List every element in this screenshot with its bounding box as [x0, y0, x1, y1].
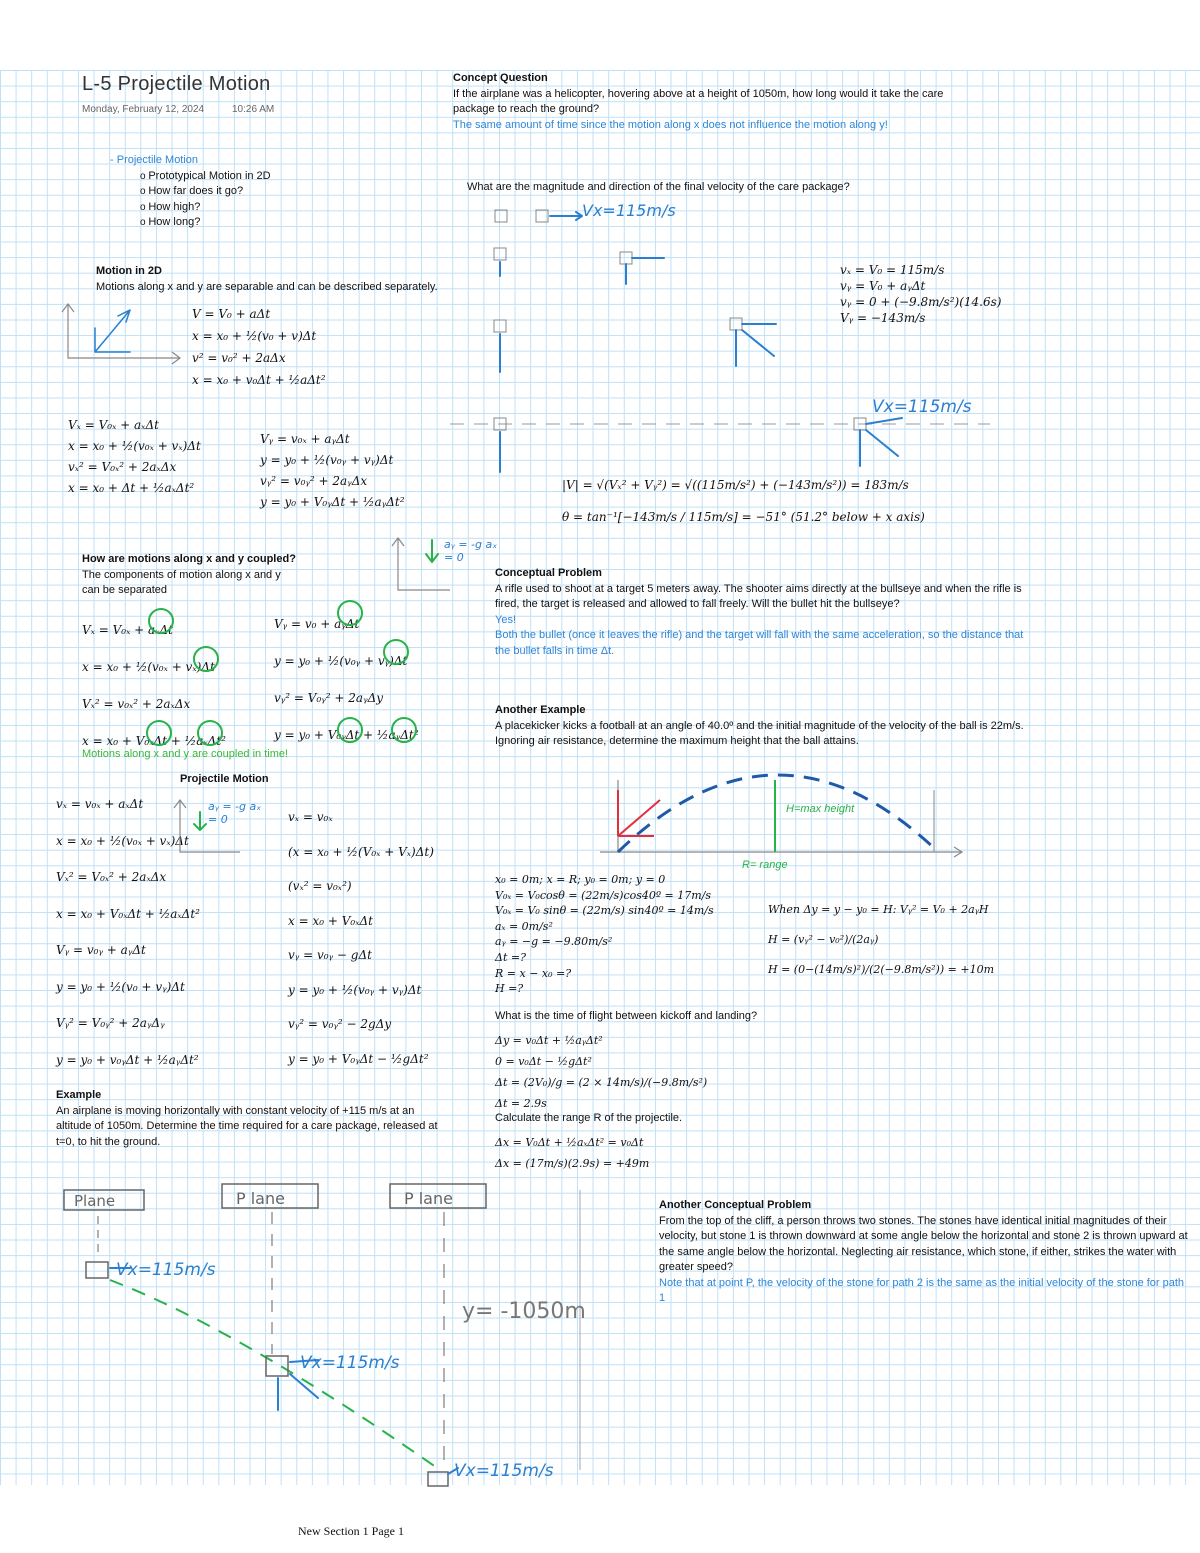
equation: aᵧ = −g = −9.80m/s² [495, 935, 613, 949]
coupled-text: The components of motion along x and y [82, 568, 281, 581]
equation: H = (0−(14m/s)²)/(2(−9.8m/s²)) = +10m [768, 963, 994, 976]
projectile-axis-label: aᵧ = -g aₓ = 0 [208, 800, 262, 826]
equation: vᵧ = v₀ᵧ − gΔt [288, 948, 372, 962]
axes-sketch [62, 304, 180, 364]
concept-answer: The same amount of time since the motion along x does not influence the motion along y! [453, 118, 888, 131]
outline-item: o Prototypical Motion in 2D [140, 169, 271, 185]
svg-text:Vx=115m/s: Vx=115m/s [872, 397, 972, 417]
page-footer: New Section 1 Page 1 [298, 1524, 404, 1538]
equation: Vᵧ = v₀ + aᵧΔt [274, 617, 360, 631]
equation: Vₓ² = v₀ₓ² + 2aₓΔx [82, 697, 191, 711]
equation: Vᵧ = v₀ᵧ + aᵧΔt [56, 943, 146, 957]
another-heading: Another Example [495, 704, 586, 716]
equation: x = x₀ + V₀ₓΔt [288, 913, 373, 928]
equation: y = y₀ + ½(v₀ᵧ + vᵧ)Δt [288, 982, 422, 997]
axes-sketch [174, 800, 240, 852]
equation: x = x₀ + ½(v₀ₓ + vₓ)Δt [56, 833, 189, 848]
equation: vₓ = v₀ₓ [288, 810, 333, 824]
example-heading: Example [56, 1089, 102, 1101]
vx-label: Vx=115m/s [582, 201, 676, 220]
projectile-heading: Projectile Motion [180, 773, 269, 785]
flight-question: What is the time of flight between kickoff and landing? [495, 1010, 758, 1022]
equation: 0 = v₀Δt − ½gΔt² [495, 1055, 592, 1068]
conceptual-explanation: Both the bullet (once it leaves the rifle) and the target will fall with the same acceleration, so the distance that the bullet falls in time Δt. [495, 629, 1024, 657]
equation: (x = x₀ + ½(V₀ₓ + Vₓ)Δt) [288, 844, 434, 859]
equation: V = V₀ + aΔt [192, 307, 271, 321]
another-conceptual-text: From the top of the cliff, a person throws two stones. The stones have identical initial magnitudes of their velocity, but stone 1 is thrown downward at some angle below the horizontal and stone 2 is thrown upward at the same angle below the horizontal. Neglecting air resistance, which stone, if either, strikes the water with greater speed? [659, 1214, 1188, 1273]
equation: x₀ = 0m; x = R; y₀ = 0m; y = 0 [495, 873, 666, 886]
conceptual-heading: Conceptual Problem [495, 567, 602, 579]
trajectory-sketch [600, 775, 962, 871]
equation: y = y₀ + v₀ᵧΔt + ½aᵧΔt² [56, 1052, 199, 1067]
equation: vᵧ² = V₀ᵧ² + 2aᵧΔy [274, 691, 384, 705]
plane-label: Plane [74, 1192, 116, 1210]
page-date: Monday, February 12, 2024 [82, 104, 205, 115]
coupled-axis-label: aᵧ = -g aₓ = 0 [444, 538, 498, 564]
equation: x = x₀ + ½(v₀ₓ + vₓ)Δt [68, 439, 201, 453]
highlight-circles [147, 601, 416, 745]
motion2d-text: Motions along x and y are separable and can be described separately. [96, 280, 438, 293]
coupled-heading: How are motions along x and y coupled? [82, 553, 296, 565]
equation: Δx = (17m/s)(2.9s) = +49m [495, 1157, 650, 1170]
motion2d-heading: Motion in 2D [96, 265, 162, 277]
another-conceptual-note: Note that at point P, the velocity of the stone for path 2 is the same as the initial velocity of the stone for path 1 [659, 1276, 1185, 1304]
coupled-note: Motions along x and y are coupled in time! [82, 748, 289, 760]
equation: H =? [495, 982, 524, 996]
equation: Vᵧ = −143m/s [840, 311, 926, 325]
equation: Δt = 2.9s [495, 1097, 547, 1110]
equation: vₓ = V₀ = 115m/s [840, 263, 945, 277]
page-title: L-5 Projectile Motion [82, 73, 271, 95]
another-conceptual-heading: Another Conceptual Problem [659, 1199, 812, 1211]
equation: vᵧ = 0 + (−9.8m/s²)(14.6s) [840, 295, 1002, 309]
equation: x = x₀ + V₀ₓΔt + ½aₓΔt² [82, 734, 226, 748]
equation: vₓ² = V₀ₓ² + 2aₓΔx [68, 460, 177, 474]
outline-item: o How far does it go? [140, 184, 271, 200]
outline-heading: Projectile Motion [116, 154, 199, 166]
equation: vᵧ = V₀ + aᵧΔt [840, 279, 926, 293]
equation: Vₓ = V₀ₓ + aₓΔt [82, 623, 173, 637]
equation: Δy = v₀Δt + ½aᵧΔt² [495, 1034, 603, 1047]
equation: x = x₀ + ½(v₀ + v)Δt [192, 329, 317, 343]
vx-label: Vx=115m/s [116, 1260, 216, 1280]
equation: H = (vᵧ² − v₀²)/(2aᵧ) [768, 933, 879, 946]
plane-label: P lane [236, 1189, 285, 1208]
equation: Vₓ = V₀ₓ + aₓΔt [68, 418, 159, 432]
equation: Δx = V₀Δt + ½aₓΔt² = v₀Δt [495, 1136, 644, 1149]
svg-text:Vx=115m/s: Vx=115m/s [300, 1353, 400, 1373]
concept-heading: Concept Question [453, 72, 548, 84]
axes-sketch [392, 538, 450, 590]
conceptual-question: A rifle used to shoot at a target 5 meters away. The shooter aims directly at the bullseye and when the rifle is fired, the target is released and allowed to fall freely. Will the bullet hit the bullseye? [495, 582, 1022, 610]
concept-question: If the airplane was a helicopter, hovering above at a height of 1050m, how long would it take the care package to reach the ground? [453, 87, 944, 115]
angle-equation: θ = tan⁻¹[−143m/s / 115m/s] = −51° (51.2° below + x axis) [562, 510, 925, 524]
max-height-label: H=max height [786, 803, 855, 815]
equation: y = y₀ + ½(v₀ᵧ + vᵧ)Δt [260, 453, 394, 467]
equation: y = y₀ + V₀ᵧΔt + ½aᵧΔt² [274, 728, 419, 742]
example-text: An airplane is moving horizontally with constant velocity of +115 m/s at an altitude of 1050m. Determine the time required for a care package, released at t=0, to hit the ground. [56, 1104, 438, 1148]
equation: Δt =? [495, 950, 526, 964]
outline-item: o How long? [140, 215, 271, 231]
equation: Vᵧ² = V₀ᵧ² + 2aᵧΔᵧ [56, 1016, 165, 1030]
equation: Δt = (2V₀)/g = (2 × 14m/s)/(−9.8m/s²) [495, 1076, 708, 1089]
magnitude-equation: |V| = √(Vₓ² + Vᵧ²) = √((115m/s²) + (−143m/s²)) = 183m/s [562, 478, 909, 492]
equation: V₀ₓ = V₀cosθ = (22m/s)cos40º = 17m/s [495, 888, 712, 902]
equation: aₓ = 0m/s² [495, 919, 553, 933]
page-time: 10:26 AM [232, 104, 275, 115]
svg-text:Vx=115m/s: Vx=115m/s [454, 1461, 554, 1481]
equation: When Δy = y − y₀ = H: Vᵧ² = V₀ + 2aᵧH [768, 903, 989, 916]
equation: Vₓ² = V₀ₓ² + 2aₓΔx [56, 870, 167, 884]
equation: x = x₀ + V₀ₓΔt + ½aₓΔt² [56, 906, 200, 921]
equation: v² = v₀² + 2aΔx [192, 351, 286, 365]
equation: x = x₀ + Δt + ½aₓΔt² [68, 481, 195, 495]
equation: (vₓ² = v₀ₓ²) [288, 879, 352, 893]
airplane-sketch [64, 1184, 586, 1486]
equation: V₀ₓ = V₀ sinθ = (22m/s) sin40º = 14m/s [495, 904, 714, 918]
equation: y = y₀ + V₀ᵧΔt − ½gΔt² [288, 1051, 429, 1066]
range-question: Calculate the range R of the projectile. [495, 1112, 683, 1124]
equation: x = x₀ + v₀Δt + ½aΔt² [192, 373, 326, 387]
range-label: R= range [742, 859, 788, 871]
plane-label: P lane [404, 1189, 453, 1208]
altitude-label: y= -1050m [462, 1299, 586, 1324]
conceptual-answer: Yes! [495, 613, 517, 626]
equation: y = y₀ + ½(v₀ + vᵧ)Δt [56, 979, 185, 994]
concept-final-question: What are the magnitude and direction of the final velocity of the care package? [467, 181, 850, 193]
equation: R = x − x₀ =? [495, 966, 572, 980]
equation: y = y₀ + V₀ᵧΔt + ½aᵧΔt² [260, 495, 405, 509]
another-text: A placekicker kicks a football at an angle of 40.0º and the initial magnitude of the velocity of the ball is 22m/s. Ignoring air resistance, determine the maximum height that the ball attains. [495, 719, 1024, 747]
velocity-sketch [450, 201, 990, 472]
equation: y = y₀ + ½(v₀ᵧ + vᵧ)Δt [274, 654, 408, 668]
equation: vᵧ² = v₀ᵧ² − 2gΔy [288, 1017, 392, 1031]
equation: x = x₀ + ½(v₀ₓ + vₓ)Δt [82, 660, 215, 674]
outline-item: o How high? [140, 200, 271, 216]
equation: vᵧ² = v₀ᵧ² + 2aᵧΔx [260, 474, 368, 488]
coupled-text: can be separated [82, 584, 168, 596]
equation: vₓ = v₀ₓ + aₓΔt [56, 797, 144, 811]
equation: Vᵧ = v₀ₓ + aᵧΔt [260, 432, 350, 446]
